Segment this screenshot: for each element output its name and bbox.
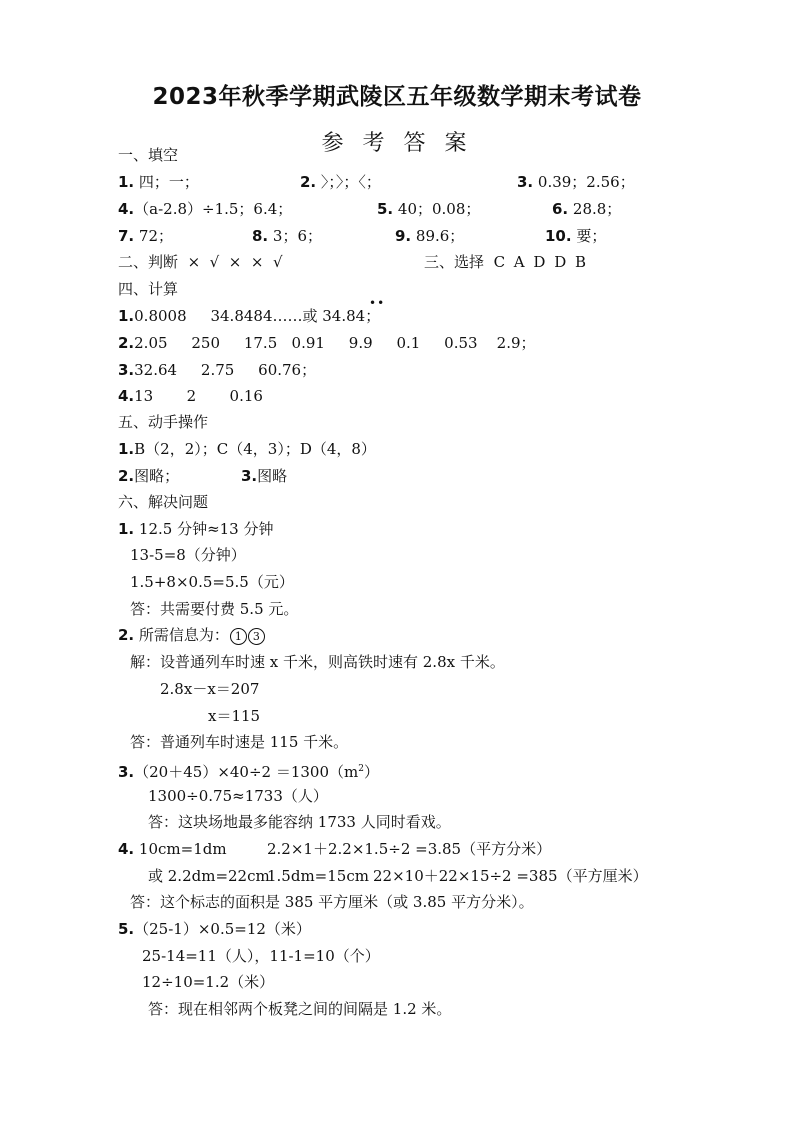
problem-2-equation: 2.8x－x＝207 (160, 680, 260, 698)
answer-number: 3. (517, 173, 534, 191)
problem-1-line-1 (118, 519, 274, 539)
answer-text: （20＋45）×40÷2 ＝1300（m (134, 763, 359, 781)
answer-text: 89.6； (411, 227, 465, 245)
problem-4-line-1b: 2.2×1＋2.2×1.5÷2 =3.85（平方分米） (267, 840, 552, 858)
answer-number: 6. (552, 200, 569, 218)
superscript: 2 (358, 764, 364, 774)
answer-number: 3. (118, 763, 135, 781)
problem-2-line-1 (118, 625, 265, 645)
problem-2-solution: x＝115 (208, 707, 261, 725)
answer-number: 2. (118, 626, 135, 644)
answer-text: 3；6； (268, 227, 322, 245)
problem-4-line-2c: 22×10＋22×15÷2 =385（平方厘米） (373, 867, 648, 885)
judge-answers: × √ × × √ (187, 253, 283, 271)
answer-number: 1. (118, 520, 135, 538)
section-problem-solving-heading: 六、解决问题 (118, 493, 209, 511)
hands-on-3 (241, 466, 287, 486)
problem-5-answer: 答：现在相邻两个板凳之间的间隔是 1.2 米。 (148, 1000, 452, 1018)
answer-text: 40；0.08； (393, 200, 481, 218)
answer-number: 8. (252, 227, 269, 245)
answer-number: 5. (377, 200, 394, 218)
answer-text-end: ） (363, 763, 379, 781)
problem-2-setup: 解：设普通列车时速 x 千米，则高铁时速有 2.8x 千米。 (130, 653, 505, 671)
problem-1-line-2: 13-5=8（分钟） (130, 546, 246, 564)
page-subtitle: 参 考 答 案 (321, 131, 473, 156)
answer-number: 4. (118, 840, 135, 858)
answer-text: 所需信息为： (134, 626, 229, 644)
answer-number: 3. (241, 467, 258, 485)
answer-text: B（2，2）；C（4，3）；D（4，8） (134, 440, 376, 458)
answer-text: 10cm=1dm (138, 840, 227, 858)
answer-9 (395, 226, 464, 246)
section-fill-blank-heading: 一、填空 (118, 146, 179, 164)
answer-7 (118, 226, 173, 246)
answer-number: 2. (300, 173, 317, 191)
answer-text: 图略； (134, 467, 180, 485)
answer-text: （a-2.8）÷1.5；6.4； (134, 200, 293, 218)
hands-on-2 (118, 466, 179, 486)
repeating-decimal-dots: •• (369, 296, 386, 310)
answer-number: 1. (118, 173, 135, 191)
answer-number: 1. (118, 307, 135, 325)
answer-number: 7. (118, 227, 135, 245)
answer-text: 〉；〉；〈； (316, 173, 381, 191)
problem-3-line-1 (118, 759, 379, 782)
problem-4-answer: 答：这个标志的面积是 385 平方厘米（或 3.85 平方分米）。 (130, 893, 534, 911)
answer-number: 5. (118, 920, 135, 938)
answer-text: 图略 (257, 467, 288, 485)
section-judge (118, 252, 283, 272)
answer-number: 10. (545, 227, 572, 245)
answer-6 (552, 199, 621, 219)
answer-1 (118, 172, 199, 192)
answer-10 (545, 226, 606, 246)
answer-4 (118, 199, 292, 219)
circled-number-3: 3 (248, 628, 265, 645)
calc-row-2 (118, 333, 536, 353)
answer-number: 3. (118, 361, 135, 379)
problem-4-line-2b: 1.5dm=15cm (267, 867, 369, 885)
answer-2 (300, 172, 381, 192)
problem-5-line-3: 12÷10=1.2（米） (142, 973, 275, 991)
answer-text: 0.39；2.56； (533, 173, 635, 191)
answer-8 (252, 226, 322, 246)
section-choice (424, 252, 588, 272)
problem-1-line-3: 1.5+8×0.5=5.5（元） (130, 573, 294, 591)
answer-text: 四；一； (134, 173, 199, 191)
answer-text: 28.8； (568, 200, 622, 218)
answer-5 (377, 199, 480, 219)
circled-number-1: 1 (230, 628, 247, 645)
problem-1-answer: 答：共需要付费 5.5 元。 (130, 600, 299, 618)
problem-3-line-2: 1300÷0.75≈1733（人） (148, 787, 328, 805)
answer-number: 4. (118, 200, 135, 218)
problem-4-line-2a: 或 2.2dm=22cm (148, 867, 270, 885)
hands-on-1 (118, 439, 376, 459)
answer-text: 2.05 250 17.5 0.91 9.9 0.1 0.53 2.9； (134, 334, 536, 352)
calc-row-4 (118, 386, 263, 406)
answer-text: 12.5 分钟≈13 分钟 (134, 520, 274, 538)
page-title: 2023年秋季学期武陵区五年级数学期末考试卷 (152, 84, 642, 110)
calc-row-1 (118, 306, 380, 326)
calc-row-3 (118, 360, 316, 380)
answer-text: （25-1）×0.5=12（米） (134, 920, 311, 938)
answer-number: 9. (395, 227, 412, 245)
section-judge-heading: 二、判断 (118, 253, 179, 271)
choice-answers: C A D D B (493, 253, 589, 271)
problem-5-line-1 (118, 919, 311, 939)
answer-text: 0.8008 34.8484……或 34.84； (134, 307, 381, 325)
answer-number: 1. (118, 440, 135, 458)
answer-text: 72； (134, 227, 173, 245)
answer-text: 要； (571, 227, 607, 245)
problem-4-line-1a (118, 839, 227, 859)
section-choice-heading: 三、选择 (424, 253, 485, 271)
answer-text: 13 2 0.16 (134, 387, 263, 405)
problem-5-line-2: 25-14=11（人），11-1=10（个） (142, 947, 380, 965)
section-hands-on-heading: 五、动手操作 (118, 413, 209, 431)
answer-number: 4. (118, 387, 135, 405)
answer-text: 32.64 2.75 60.76； (134, 361, 317, 379)
problem-3-answer: 答：这块场地最多能容纳 1733 人同时看戏。 (148, 813, 451, 831)
answer-3 (517, 172, 635, 192)
section-calculation-heading: 四、计算 (118, 280, 179, 298)
answer-number: 2. (118, 334, 135, 352)
answer-number: 2. (118, 467, 135, 485)
problem-2-answer: 答：普通列车时速是 115 千米。 (130, 733, 349, 751)
